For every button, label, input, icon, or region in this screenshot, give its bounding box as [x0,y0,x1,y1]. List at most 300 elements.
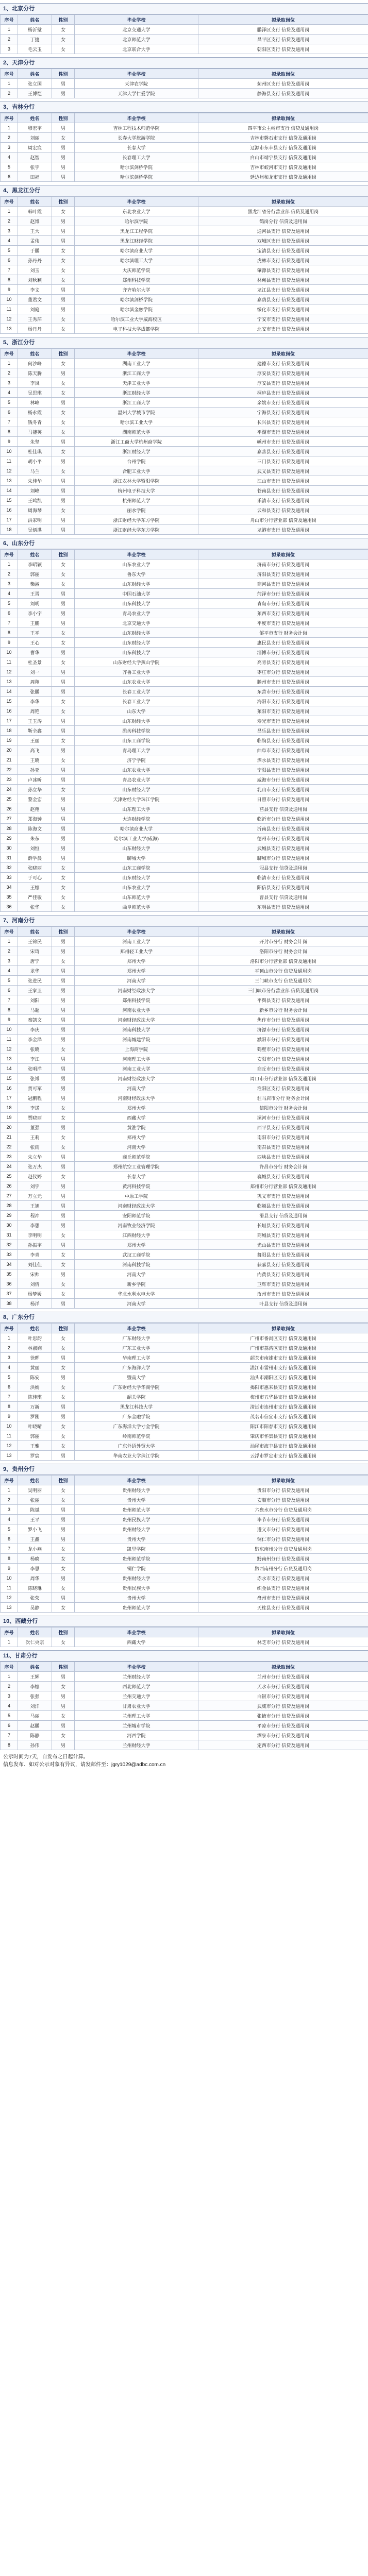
candidate-name: 周海琴 [18,505,52,515]
graduate-school: 郑州科技学院 [75,995,198,1005]
table-row [1,1431,368,1441]
table-row [1,1515,368,1524]
row-number: 30 [1,843,18,853]
row-number: 5 [1,398,18,408]
candidate-sex: 男 [52,1201,75,1211]
row-number: 21 [1,755,18,765]
candidate-sex: 女 [52,505,75,515]
candidate-sex: 女 [52,314,75,324]
graduate-school: 河南财经政法大学 [75,1201,198,1211]
row-number: 1 [1,560,18,569]
candidate-sex: 女 [52,265,75,275]
assigned-post: 开封市分行 财务会计岗 [198,937,368,946]
assigned-post: 云浮市罗定市支行 信贷及通用岗 [198,1451,368,1461]
assigned-post: 枣庄市分行 信贷及通用岗 [198,667,368,677]
assigned-post: 绥化市支行 信贷及通用岗 [198,304,368,314]
table-row [1,1353,368,1363]
row-number: 13 [1,1451,18,1461]
candidate-name: 靳全鑫 [18,726,52,736]
candidate-sex: 女 [52,1583,75,1593]
column-header-sex: 性别 [52,1662,75,1672]
section-title: 3、吉林分行 [0,101,368,113]
graduate-school: 贵州大学 [75,1534,198,1544]
graduate-school: 岭南师范学院 [75,1431,198,1441]
candidate-sex: 女 [52,1132,75,1142]
row-number: 11 [1,1583,18,1593]
graduate-school: 哈尔滨商业大学 [75,824,198,834]
candidate-name: 毛云玉 [18,44,52,54]
candidate-sex: 女 [52,1554,75,1564]
candidate-sex: 男 [52,1672,75,1682]
assigned-post: 兰州市分行 信贷及通用岗 [198,1672,368,1682]
assigned-post: 苍南县支行 信贷及通用岗 [198,486,368,496]
candidate-sex: 男 [52,726,75,736]
graduate-school: 曲阜师范大学 [75,902,198,912]
table-row [1,976,368,986]
row-number: 3 [1,44,18,54]
candidate-sex: 女 [52,1564,75,1573]
column-header-post: 拟录取岗位 [198,69,368,79]
graduate-school: 哈尔滨工业大学威海校区 [75,314,198,324]
candidate-sex: 男 [52,1064,75,1074]
row-number: 6 [1,608,18,618]
graduate-school: 广东海洋大学 [75,1363,198,1372]
candidate-table [0,196,368,334]
graduate-school: 哈尔滨工业大学 [75,417,198,427]
table-row [1,657,368,667]
candidate-sex: 女 [52,1142,75,1152]
assigned-post: 海阳市支行 信贷及通用岗 [198,697,368,706]
candidate-sex: 男 [52,824,75,834]
table-row [1,697,368,706]
column-header-sex: 性别 [52,113,75,123]
candidate-name: 张丽 [18,1495,52,1505]
graduate-school: 山东农业大学 [75,883,198,892]
table-row [1,1064,368,1074]
table-row [1,1025,368,1035]
graduate-school: 郑州科技学院 [75,275,198,285]
graduate-school: 天津工业大学 [75,378,198,388]
candidate-name: 赵智 [18,152,52,162]
assigned-post: 阳江市阳春市支行 信贷及通用岗 [198,1421,368,1431]
candidate-sex: 女 [52,1637,75,1647]
candidate-sex: 女 [52,873,75,883]
graduate-school: 浙江财经大学东方学院 [75,525,198,535]
table-row [1,1240,368,1250]
table-row [1,677,368,687]
candidate-name: 贾晓丽 [18,1113,52,1123]
candidate-sex: 女 [52,1392,75,1402]
graduate-school: 贵州大学 [75,1495,198,1505]
row-number: 6 [1,172,18,182]
table-row [1,956,368,966]
row-number: 22 [1,1142,18,1152]
candidate-sex: 男 [52,1269,75,1279]
row-number: 12 [1,1441,18,1451]
candidate-sex: 女 [52,1544,75,1554]
table-row [1,1260,368,1269]
graduate-school: 山东财经大学 [75,785,198,794]
table-row [1,1269,368,1279]
table-row [1,226,368,236]
graduate-school: 甘肃农业大学 [75,1701,198,1711]
document-root [0,3,368,1772]
row-number: 9 [1,1412,18,1421]
candidate-name: 穆宏宇 [18,123,52,133]
candidate-name: 刘倩 [18,1279,52,1289]
column-header-school: 毕业学校 [75,349,198,359]
table-row [1,1211,368,1221]
candidate-sex: 男 [52,1740,75,1750]
graduate-school: 商丘师范学院 [75,1152,198,1162]
candidate-sex: 女 [52,417,75,427]
table-row [1,236,368,246]
candidate-sex: 女 [52,1172,75,1181]
section-title: 7、河南分行 [0,915,368,926]
column-header-post: 拟录取岗位 [198,197,368,207]
candidate-name: 罗小飞 [18,1524,52,1534]
assigned-post: 商丘市分行 信贷及通用岗 [198,1064,368,1074]
candidate-name: 王大 [18,226,52,236]
row-number: 36 [1,1279,18,1289]
graduate-school: 北京联合大学 [75,44,198,54]
table-row [1,1740,368,1750]
column-header-sex: 性别 [52,69,75,79]
candidate-sex: 女 [52,1421,75,1431]
table-row [1,515,368,525]
candidate-sex: 男 [52,687,75,697]
table-row [1,579,368,589]
candidate-name: 陈安 [18,1372,52,1382]
column-header-name: 姓名 [18,1324,52,1333]
table-row [1,608,368,618]
candidate-sex: 男 [52,226,75,236]
table-row [1,1593,368,1603]
assigned-post: 武城县支行 信贷及通用岗 [198,843,368,853]
graduate-school: 兰州城市学院 [75,1721,198,1731]
table-row [1,1402,368,1412]
column-header-name: 姓名 [18,927,52,937]
candidate-sex: 男 [52,1005,75,1015]
candidate-sex: 男 [52,515,75,525]
graduate-school: 电子科技大学成都学院 [75,324,198,334]
candidate-name: 刘明 [18,599,52,608]
row-number: 8 [1,1005,18,1015]
row-number: 1 [1,123,18,133]
graduate-school: 哈尔滨工业大学(威海) [75,834,198,843]
table-row [1,765,368,775]
assigned-post: 周口市分行营业部 信贷及通用岗 [198,1074,368,1083]
graduate-school: 山东农业大学 [75,765,198,775]
table-row [1,388,368,398]
candidate-name: 赵翔 [18,804,52,814]
row-number: 9 [1,437,18,447]
graduate-school: 北京交通大学 [75,25,198,35]
candidate-name: 秦凯文 [18,1015,52,1025]
table-row [1,1181,368,1191]
row-number: 18 [1,1103,18,1113]
row-number: 1 [1,1333,18,1343]
assigned-post: 定西市分行 信贷及通用岗 [198,1740,368,1750]
row-number: 12 [1,314,18,324]
table-header-row [1,927,368,937]
table-row [1,285,368,295]
assigned-post: 清远市连州市支行 信贷及通用岗 [198,1402,368,1412]
candidate-name: 陈晓琳 [18,1583,52,1593]
table-row [1,246,368,256]
assigned-post: 洛阳市分行 财务会计岗 [198,946,368,956]
candidate-sex: 男 [52,285,75,295]
candidate-name: 程冲 [18,1211,52,1221]
candidate-name: 王雅 [18,1441,52,1451]
row-number: 8 [1,628,18,638]
candidate-name: 王鸣凯 [18,496,52,505]
column-header-school: 毕业学校 [75,1628,198,1637]
graduate-school: 哈尔滨商业大学 [75,246,198,256]
table-row [1,1451,368,1461]
column-header-no: 序号 [1,113,18,123]
candidate-sex: 男 [52,589,75,599]
row-number: 10 [1,447,18,456]
candidate-table [0,1475,368,1613]
candidate-name: 何沙峰 [18,359,52,368]
table-row [1,736,368,745]
row-number: 25 [1,1172,18,1181]
candidate-sex: 女 [52,1250,75,1260]
candidate-sex: 女 [52,706,75,716]
candidate-name: 王旭 [18,1201,52,1211]
table-row [1,378,368,388]
candidate-table [0,549,368,912]
graduate-school: 浙江财经大学 [75,447,198,456]
graduate-school: 郑州大学 [75,1103,198,1113]
table-row [1,44,368,54]
candidate-table [0,1627,368,1647]
candidate-name: 朱坚 [18,437,52,447]
candidate-name: 王鹏 [18,618,52,628]
row-number: 1 [1,1485,18,1495]
candidate-name: 朱立华 [18,1152,52,1162]
table-row [1,1721,368,1731]
candidate-name: 次仁央宗 [18,1637,52,1647]
candidate-sex: 男 [52,89,75,98]
table-row [1,1505,368,1515]
candidate-name: 孙振宇 [18,1240,52,1250]
row-number: 13 [1,324,18,334]
candidate-sex: 女 [52,1731,75,1740]
assigned-post: 临朐县支行 信贷及通用岗 [198,736,368,745]
row-number: 2 [1,1343,18,1353]
graduate-school: 河南城建学院 [75,1035,198,1044]
assigned-post: 吉林市磐石市支行 信贷及通用岗 [198,133,368,143]
graduate-school: 山东财经大学燕山学院 [75,657,198,667]
candidate-name: 黎金宏 [18,794,52,804]
row-number: 8 [1,427,18,437]
row-number: 8 [1,1554,18,1564]
table-row [1,1299,368,1309]
table-row [1,1392,368,1402]
assigned-post: 汕尾市海丰县支行 信贷及通用岗 [198,1441,368,1451]
assigned-post: 鹤岗分行 信贷及通用岗 [198,216,368,226]
candidate-sex: 女 [52,1260,75,1269]
table-row [1,1731,368,1740]
row-number: 3 [1,143,18,152]
row-number: 15 [1,496,18,505]
graduate-school: 哈尔滨剑桥学院 [75,172,198,182]
row-number: 2 [1,133,18,143]
table-header-row [1,1628,368,1637]
table-row [1,1495,368,1505]
graduate-school: 贵州大学 [75,1593,198,1603]
table-row [1,1382,368,1392]
candidate-sex: 男 [52,716,75,726]
candidate-name: 王锦民 [18,937,52,946]
candidate-sex: 男 [52,1691,75,1701]
candidate-sex: 男 [52,1152,75,1162]
table-row [1,1554,368,1564]
graduate-school: 浙江工商大学 [75,398,198,408]
graduate-school: 河南工业大学 [75,1064,198,1074]
graduate-school: 山东财经大学 [75,579,198,589]
table-row [1,1343,368,1353]
section-title: 11、甘肃分行 [0,1650,368,1662]
table-header-row [1,1662,368,1672]
assigned-post: 平度市支行 信贷及通用岗 [198,618,368,628]
table-row [1,408,368,417]
row-number: 14 [1,486,18,496]
row-number: 24 [1,1162,18,1172]
table-row [1,834,368,843]
row-number: 35 [1,892,18,902]
graduate-school: 哈尔滨理工大学 [75,256,198,265]
candidate-sex: 男 [52,843,75,853]
table-row [1,1142,368,1152]
candidate-name: 王玉涛 [18,716,52,726]
candidate-sex: 男 [52,398,75,408]
table-row [1,755,368,765]
row-number: 23 [1,1152,18,1162]
graduate-school: 浙江工商大学杭州商学院 [75,437,198,447]
table-row [1,824,368,834]
assigned-post: 德州市分行 信贷及通用岗 [198,834,368,843]
row-number: 10 [1,1573,18,1583]
row-number: 3 [1,579,18,589]
table-row [1,1372,368,1382]
graduate-school: 广东外语外贸大学 [75,1441,198,1451]
graduate-school: 杭州师范大学 [75,496,198,505]
table-header-row [1,1324,368,1333]
row-number: 21 [1,1132,18,1142]
graduate-school: 齐齐哈尔大学 [75,285,198,295]
candidate-name: 柴淑 [18,579,52,589]
graduate-school: 天津农学院 [75,79,198,89]
row-number: 2 [1,946,18,956]
candidate-table [0,1662,368,1750]
graduate-school: 山东工商学院 [75,863,198,873]
candidate-name: 王丽 [18,736,52,745]
row-number: 4 [1,589,18,599]
candidate-name: 张立国 [18,79,52,89]
assigned-post: 信阳市分行 财务会计岗 [198,1103,368,1113]
table-row [1,1524,368,1534]
candidate-sex: 男 [52,1025,75,1035]
assigned-post: 龙港市支行 信贷及通用岗 [198,525,368,535]
graduate-school: 黄淮学院 [75,1123,198,1132]
candidate-name: 宋帅 [18,1269,52,1279]
graduate-school: 山东理工大学 [75,804,198,814]
column-header-school: 毕业学校 [75,927,198,937]
assigned-post: 莱西市支行 信贷及通用岗 [198,608,368,618]
graduate-school: 齐鲁工业大学 [75,667,198,677]
graduate-school: 山东财经大学 [75,628,198,638]
candidate-sex: 男 [52,295,75,304]
candidate-name: 郑海钟 [18,814,52,824]
candidate-sex: 男 [52,1372,75,1382]
graduate-school: 华南理工大学 [75,1353,198,1363]
row-number: 4 [1,152,18,162]
table-row [1,589,368,599]
candidate-name: 高飞 [18,745,52,755]
footer-line2: 信息发布、如对公示对象有异议，请发邮件至：jgry1029@adbc.com.cn [3,1762,166,1768]
candidate-sex: 男 [52,143,75,152]
row-number: 10 [1,295,18,304]
candidate-sex: 女 [52,25,75,35]
table-row [1,745,368,755]
candidate-sex: 女 [52,892,75,902]
graduate-school: 哈尔滨金融学院 [75,304,198,314]
table-row [1,1230,368,1240]
assigned-post: 广州市荔湾区支行 信贷及通用岗 [198,1343,368,1353]
row-number: 7 [1,265,18,275]
graduate-school: 武汉工商学院 [75,1250,198,1260]
row-number: 17 [1,716,18,726]
graduate-school: 广东财经大学华商学院 [75,1382,198,1392]
candidate-sex: 女 [52,246,75,256]
row-number: 1 [1,79,18,89]
candidate-sex: 男 [52,216,75,226]
row-number: 13 [1,476,18,486]
candidate-name: 吴明丽 [18,1485,52,1495]
column-header-school: 毕业学校 [75,69,198,79]
column-header-post: 拟录取岗位 [198,1324,368,1333]
section-title: 10、西藏分行 [0,1616,368,1627]
row-number: 33 [1,1250,18,1260]
table-row [1,599,368,608]
candidate-name: 钱冬青 [18,417,52,427]
table-header-row [1,197,368,207]
candidate-sex: 女 [52,657,75,667]
assigned-post: 新乡市分行 财务会计岗 [198,1005,368,1015]
candidate-sex: 女 [52,1382,75,1392]
table-row [1,1711,368,1721]
candidate-name: 周宏宸 [18,143,52,152]
graduate-school: 河南大学 [75,1142,198,1152]
assigned-post: 昌平区支行 信贷及通用岗 [198,35,368,44]
table-row [1,256,368,265]
graduate-school: 哈尔滨学院 [75,216,198,226]
assigned-post: 云和县支行 信贷及通用岗 [198,505,368,515]
row-number: 26 [1,1181,18,1191]
column-header-school: 毕业学校 [75,1476,198,1485]
assigned-post: 揭阳市惠来县支行 信贷及通用岗 [198,1382,368,1392]
table-row [1,1534,368,1544]
candidate-sex: 男 [52,853,75,863]
candidate-name: 刘秋颖 [18,275,52,285]
table-row [1,794,368,804]
graduate-school: 黑龙江财经学院 [75,236,198,246]
candidate-name: 杨晓 [18,1554,52,1564]
assigned-post: 平凉市分行 信贷及通用岗 [198,1721,368,1731]
